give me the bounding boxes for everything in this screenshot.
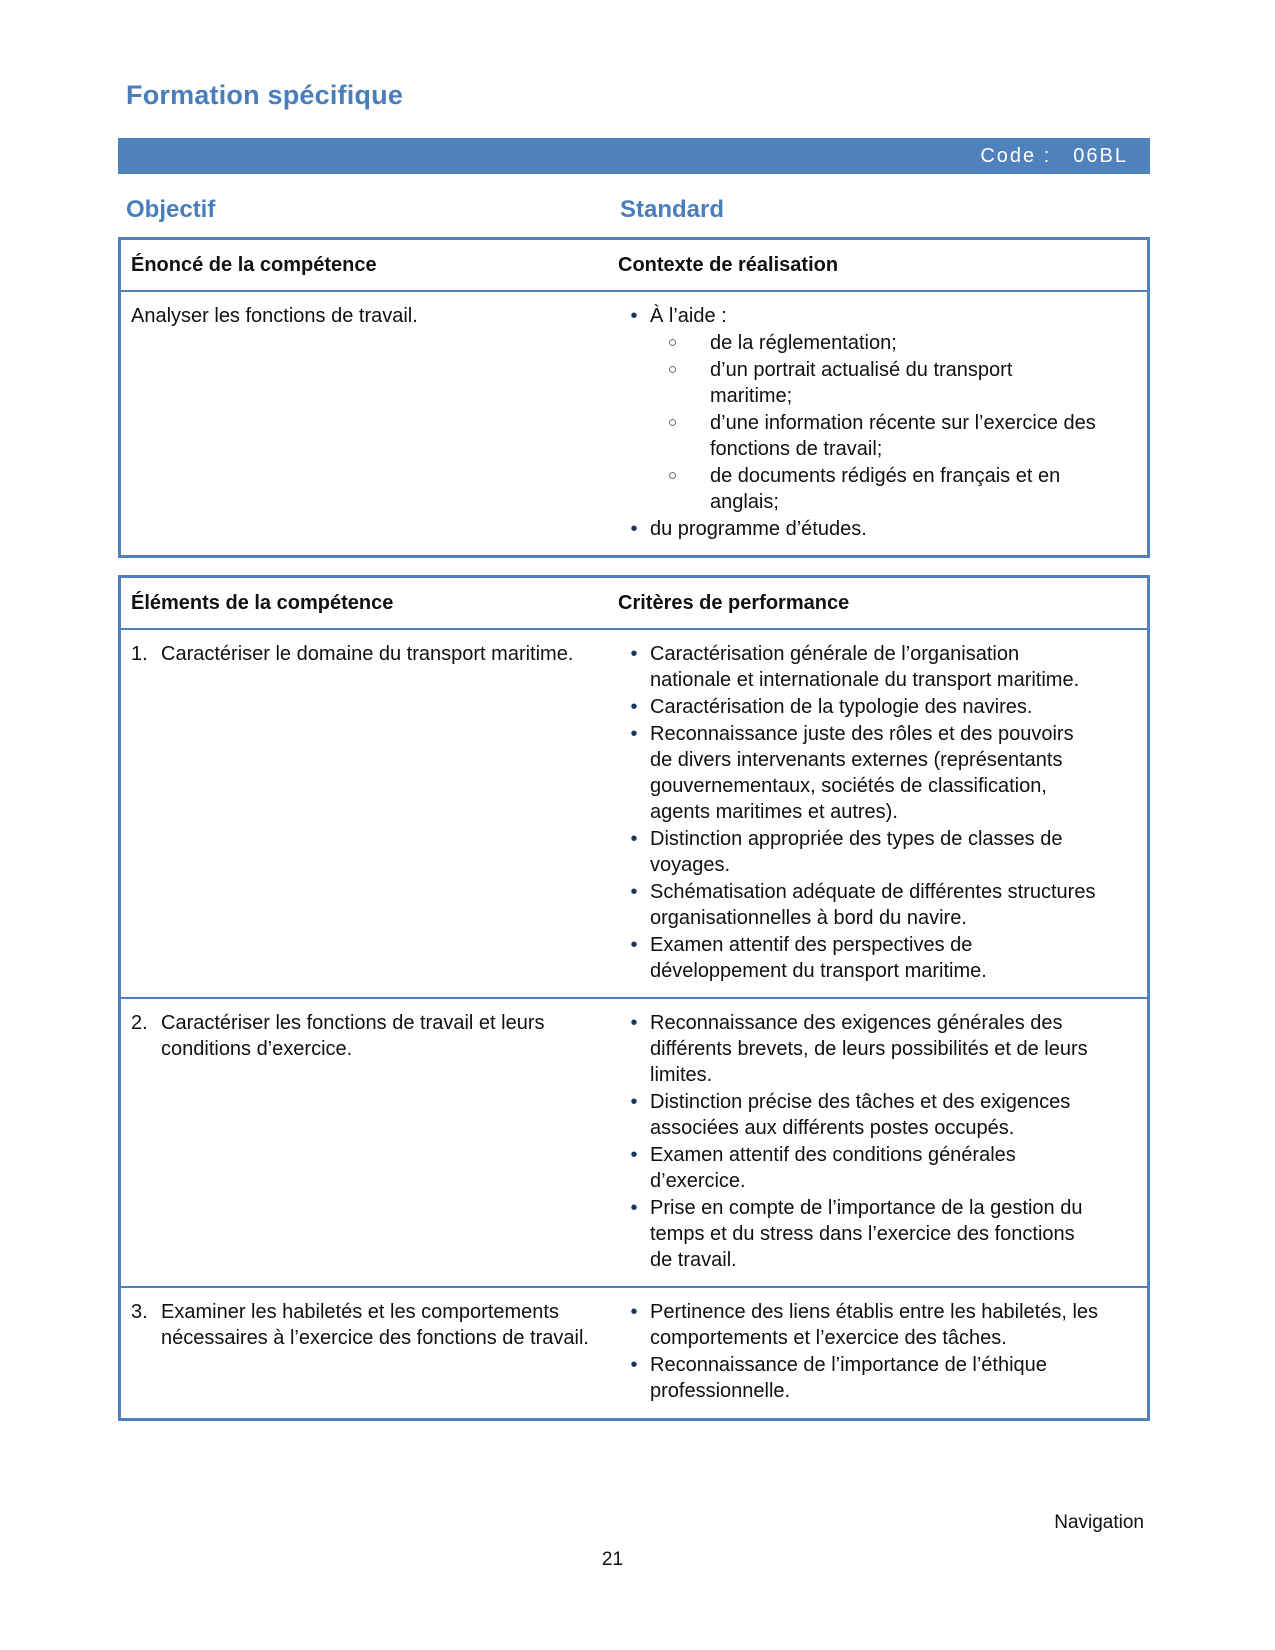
item-number: 3.: [131, 1301, 148, 1323]
criteria-list: [612, 999, 1147, 1286]
element-cell: [121, 999, 612, 1286]
header-contexte: Contexte de réalisation: [618, 254, 839, 276]
bullet-text: Examen attentif des perspectives de développement du transport maritime.: [650, 934, 987, 982]
bullet-item: [618, 1352, 1099, 1404]
bullet-marker: •: [630, 518, 638, 540]
code-value: 06BL: [1073, 144, 1128, 167]
item-number: 1.: [131, 643, 148, 665]
table-header-row: [121, 240, 1147, 292]
bullet-item: [618, 826, 1099, 878]
bullet-marker: •: [630, 1091, 638, 1113]
bullet-marker: •: [630, 1144, 638, 1166]
bullet-marker: •: [630, 934, 638, 956]
bullet-text: Distinction précise des tâches et des exigences associées aux différents postes occupés.: [650, 1091, 1071, 1139]
table-row-3: [121, 1286, 1147, 1418]
sub-bullet-text: d’un portrait actualisé du transport maritime;: [710, 359, 1013, 407]
bullet-marker: •: [630, 1354, 638, 1376]
bullet-text: Examen attentif des conditions générales d’exercice.: [650, 1144, 1016, 1192]
bullet-marker: •: [630, 723, 638, 745]
numbered-item: [131, 641, 602, 667]
bullet-text: Reconnaissance juste des rôles et des pouvoirs de divers intervenants externes (représentants gouvernementaux, sociétés de classification, agents maritimes et autres).: [650, 723, 1074, 823]
bullet-marker: •: [630, 828, 638, 850]
bullet-marker: •: [630, 1197, 638, 1219]
table-row: [121, 292, 1147, 555]
heading-objectif: Objectif: [126, 196, 216, 223]
bullet-item: [618, 641, 1099, 693]
bullet-item: [618, 721, 1099, 825]
competence-statement: Analyser les fonctions de travail.: [131, 305, 418, 327]
sub-bullet-item: [658, 357, 1099, 409]
bullet-text: Prise en compte de l’importance de la gestion du temps et du stress dans l’exercice des fonctions de travail.: [650, 1197, 1083, 1271]
code-bar: [118, 138, 1150, 174]
bullet-item: [618, 1195, 1099, 1273]
document-content: [118, 0, 1150, 1421]
circle-bullet-marker: ○: [668, 414, 678, 431]
bullet-text: du programme d’études.: [650, 518, 867, 540]
bullet-marker: •: [630, 881, 638, 903]
competence-context-table: [118, 237, 1150, 558]
bullet-marker: •: [630, 696, 638, 718]
code-label: Code :: [980, 144, 1052, 167]
bullet-item: [618, 516, 1099, 542]
bullet-text: Caractérisation générale de l’organisation nationale et internationale du transport maritime.: [650, 643, 1080, 691]
bullet-item: [618, 303, 1099, 329]
bullet-text: À l’aide :: [650, 305, 727, 327]
bullet-text: Pertinence des liens établis entre les habiletés, les comportements et l’exercice des tâches.: [650, 1301, 1099, 1349]
sub-bullet-text: de documents rédigés en français et en anglais;: [710, 465, 1061, 513]
bullet-item: [618, 1142, 1099, 1194]
numbered-item: [131, 1010, 602, 1062]
context-list: [612, 292, 1147, 555]
header-criteres: Critères de performance: [618, 592, 850, 614]
bullet-item: [618, 1299, 1099, 1351]
elements-criteria-table: [118, 575, 1150, 1421]
table-row-2: [121, 997, 1147, 1286]
heading-standard: Standard: [620, 196, 725, 223]
bullet-text: Reconnaissance de l’importance de l’éthique professionnelle.: [650, 1354, 1047, 1402]
sub-bullet-text: de la réglementation;: [710, 332, 897, 354]
bullet-text: Distinction appropriée des types de classes de voyages.: [650, 828, 1063, 876]
footer-section-name: Navigation: [1054, 1512, 1144, 1533]
circle-bullet-marker: ○: [668, 361, 678, 378]
page-number: 21: [601, 1549, 624, 1570]
page-title: Formation spécifique: [126, 80, 404, 110]
bullet-marker: •: [630, 305, 638, 327]
circle-bullet-marker: ○: [668, 334, 678, 351]
bullet-item: [618, 932, 1099, 984]
circle-bullet-marker: ○: [668, 467, 678, 484]
table-header-row: [121, 578, 1147, 630]
item-text: Caractériser le domaine du transport maritime.: [161, 643, 574, 665]
bullet-item: [618, 694, 1099, 720]
bullet-marker: •: [630, 1012, 638, 1034]
bullet-marker: •: [630, 1301, 638, 1323]
header-elements: Éléments de la compétence: [131, 592, 394, 614]
header-enonce: Énoncé de la compétence: [131, 254, 377, 276]
sub-bullet-item: [658, 330, 1099, 356]
column-headings: [118, 196, 1150, 224]
bullet-text: Reconnaissance des exigences générales des différents brevets, de leurs possibilités et de leurs limites.: [650, 1012, 1088, 1086]
bullet-text: Schématisation adéquate de différentes structures organisationnelles à bord du navire.: [650, 881, 1096, 929]
bullet-item: [618, 1089, 1099, 1141]
sub-bullet-item: [658, 410, 1099, 462]
element-cell: [121, 1288, 612, 1418]
item-text: Caractériser les fonctions de travail et leurs conditions d’exercice.: [161, 1012, 545, 1060]
bullet-text: Caractérisation de la typologie des navires.: [650, 696, 1033, 718]
sub-bullet-text: d’une information récente sur l’exercice des fonctions de travail;: [710, 412, 1096, 460]
bullet-item: [618, 879, 1099, 931]
item-number: 2.: [131, 1012, 148, 1034]
criteria-list: [612, 630, 1147, 997]
numbered-item: [131, 1299, 602, 1351]
table-row-1: [121, 630, 1147, 997]
item-text: Examiner les habiletés et les comportements nécessaires à l’exercice des fonctions de travail.: [161, 1301, 589, 1349]
element-cell: [121, 630, 612, 997]
criteria-list: [612, 1288, 1147, 1418]
sub-bullet-item: [658, 463, 1099, 515]
bullet-item: [618, 1010, 1099, 1088]
bullet-marker: •: [630, 643, 638, 665]
